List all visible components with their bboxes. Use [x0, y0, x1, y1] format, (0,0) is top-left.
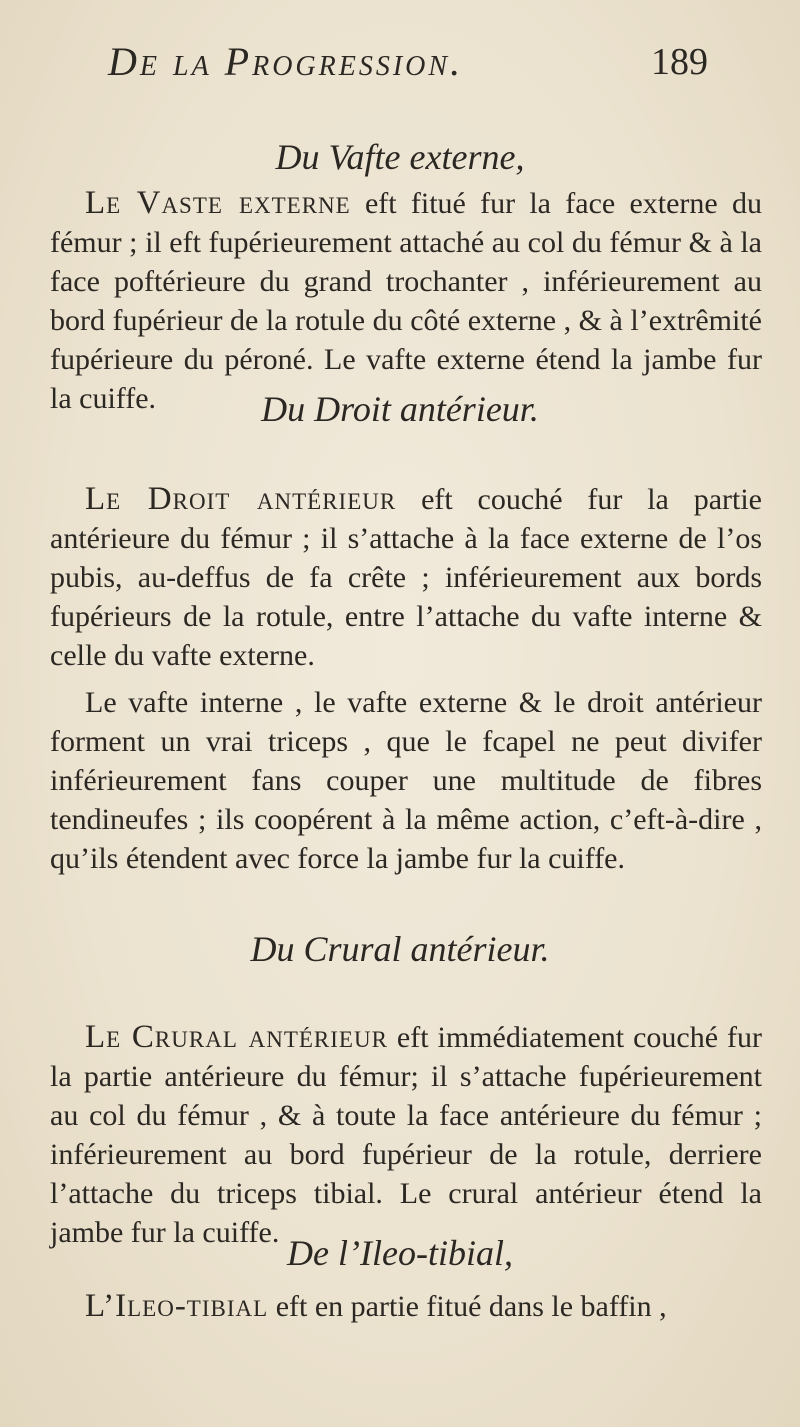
- paragraph-vaste-externe: [50, 184, 762, 418]
- section-heading-droit-anterieur: Du Droit antérieur.: [261, 389, 539, 429]
- paragraph-text: eft en partie fitué dans le baffin ,: [268, 1290, 667, 1323]
- section-heading-vaste-externe: Du Vafte externe,: [275, 137, 525, 177]
- page-number: 189: [651, 41, 708, 83]
- paragraph-text: Le vafte interne , le vafte externe & le droit antérieur forment un vrai triceps , que le fcapel ne peut divifer inférieurement fans couper une multitude de fibres tendineufes ; ils coopérent à la même action, c’eft-à-dire , qu’ils étendent avec force la jambe fur la cuiffe.: [50, 686, 762, 875]
- running-title: De la Progression.: [108, 39, 464, 84]
- section-heading-ileo-tibial: De l’Ileo-tibial,: [287, 1233, 513, 1273]
- paragraph-lead: L’Ileo-tibial: [85, 1288, 269, 1324]
- paragraph-ileo-tibial: [50, 1287, 762, 1326]
- paragraph-triceps: [50, 683, 762, 878]
- running-head: [108, 38, 708, 98]
- paragraph-text: eft immédiatement couché fur la partie antérieure du fémur; il s’attache fupérieurement au col du fémur , & à toute la face antérieure du fémur ; inférieurement au bord fupérieur de la rotule, derriere l’attache du triceps tibial. Le crural antérieur étend la jambe fur la cuiffe.: [50, 1021, 762, 1249]
- section-heading-crural-anterieur: Du Crural antérieur.: [250, 929, 550, 969]
- paragraph-lead: Le Vaste externe: [85, 185, 351, 221]
- paragraph-crural-anterieur: [50, 1018, 762, 1252]
- paragraph-text: eft couché fur la partie antérieure du fémur ; il s’attache à la face externe de l’os pubis, au-deffus de fa crête ; inférieurement aux bords fupérieurs de la rotule, entre l’attache du vafte interne & celle du vafte externe.: [50, 483, 762, 672]
- paragraph-lead: Le Crural antérieur: [85, 1019, 388, 1055]
- paragraph-text: eft fitué fur la face externe du fémur ; il eft fupérieurement attaché au col du fémur & à la face poftérieure du grand trochanter , inférieurement au bord fupérieur de la rotule du côté externe , & à l’extrêmité fupérieure du péroné. Le vafte externe étend la jambe fur la cuiffe.: [50, 187, 762, 415]
- paragraph-droit-anterieur: [50, 480, 762, 675]
- paragraph-lead: Le Droit antérieur: [85, 481, 397, 517]
